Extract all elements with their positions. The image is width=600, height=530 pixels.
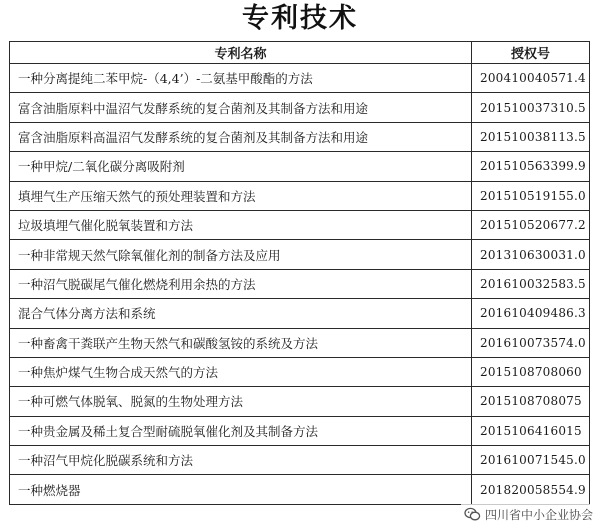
chat-bubble-icon [464, 507, 481, 522]
table-row [10, 240, 590, 269]
patent-name: 一种非常规天然气除氧催化剂的制备方法及应用 [10, 240, 472, 269]
table-row [10, 446, 590, 475]
table-row [10, 269, 590, 298]
patent-number: 201820058554.9 [472, 475, 590, 504]
patent-name: 一种可燃气体脱氧、脱氮的生物处理方法 [10, 387, 472, 416]
table-row [10, 181, 590, 210]
patent-name: 一种燃烧器 [10, 475, 472, 504]
patent-number: 201610409486.3 [472, 299, 590, 328]
patent-name: 富含油脂原料高温沼气发酵系统的复合菌剂及其制备方法和用途 [10, 122, 472, 151]
patent-number: 201510519155.0 [472, 181, 590, 210]
patent-number: 201510038113.5 [472, 122, 590, 151]
column-header-name: 专利名称 [10, 42, 472, 64]
column-header-number: 授权号 [472, 42, 590, 64]
patent-name: 混合气体分离方法和系统 [10, 299, 472, 328]
table-row [10, 210, 590, 239]
patent-number: 201510520677.2 [472, 210, 590, 239]
patent-name: 一种沼气甲烷化脱碳系统和方法 [10, 446, 472, 475]
patent-name: 垃圾填埋气催化脱氧装置和方法 [10, 210, 472, 239]
patent-number: 201610073574.0 [472, 328, 590, 357]
patent-number: 200410040571.4 [472, 64, 590, 93]
page-title: 专利技术 [242, 3, 358, 34]
table-row [10, 328, 590, 357]
watermark-text: 四川省中小企业协会 [484, 507, 593, 522]
patent-number: 201510563399.9 [472, 152, 590, 181]
table-row [10, 93, 590, 122]
patent-number: 201610071545.0 [472, 446, 590, 475]
table-row [10, 387, 590, 416]
table-row [10, 152, 590, 181]
patent-number: 201510037310.5 [472, 93, 590, 122]
patent-name: 一种贵金属及稀土复合型耐硫脱氧催化剂及其制备方法 [10, 416, 472, 445]
watermark [461, 504, 596, 524]
patent-number: 201310630031.0 [472, 240, 590, 269]
patent-name: 一种沼气脱碳尾气催化燃烧利用余热的方法 [10, 269, 472, 298]
table-row [10, 122, 590, 151]
table-row [10, 416, 590, 445]
table-row [10, 357, 590, 386]
table-row [10, 475, 590, 504]
table-header-row [10, 42, 590, 64]
patent-name: 一种甲烷/二氧化碳分离吸附剂 [10, 152, 472, 181]
patent-table [9, 41, 590, 505]
patent-number: 2015108708060 [472, 357, 590, 386]
patent-name: 一种焦炉煤气生物合成天然气的方法 [10, 357, 472, 386]
patent-name: 富含油脂原料中温沼气发酵系统的复合菌剂及其制备方法和用途 [10, 93, 472, 122]
table-row [10, 299, 590, 328]
patent-name: 一种分离提纯二苯甲烷-（4,4’）-二氨基甲酸酯的方法 [10, 64, 472, 93]
patent-number: 2015106416015 [472, 416, 590, 445]
patent-name: 填埋气生产压缩天然气的预处理装置和方法 [10, 181, 472, 210]
patent-name: 一种畜禽干粪联产生物天然气和碳酸氢铵的系统及方法 [10, 328, 472, 357]
patent-number: 2015108708075 [472, 387, 590, 416]
patent-number: 201610032583.5 [472, 269, 590, 298]
table-row [10, 64, 590, 93]
